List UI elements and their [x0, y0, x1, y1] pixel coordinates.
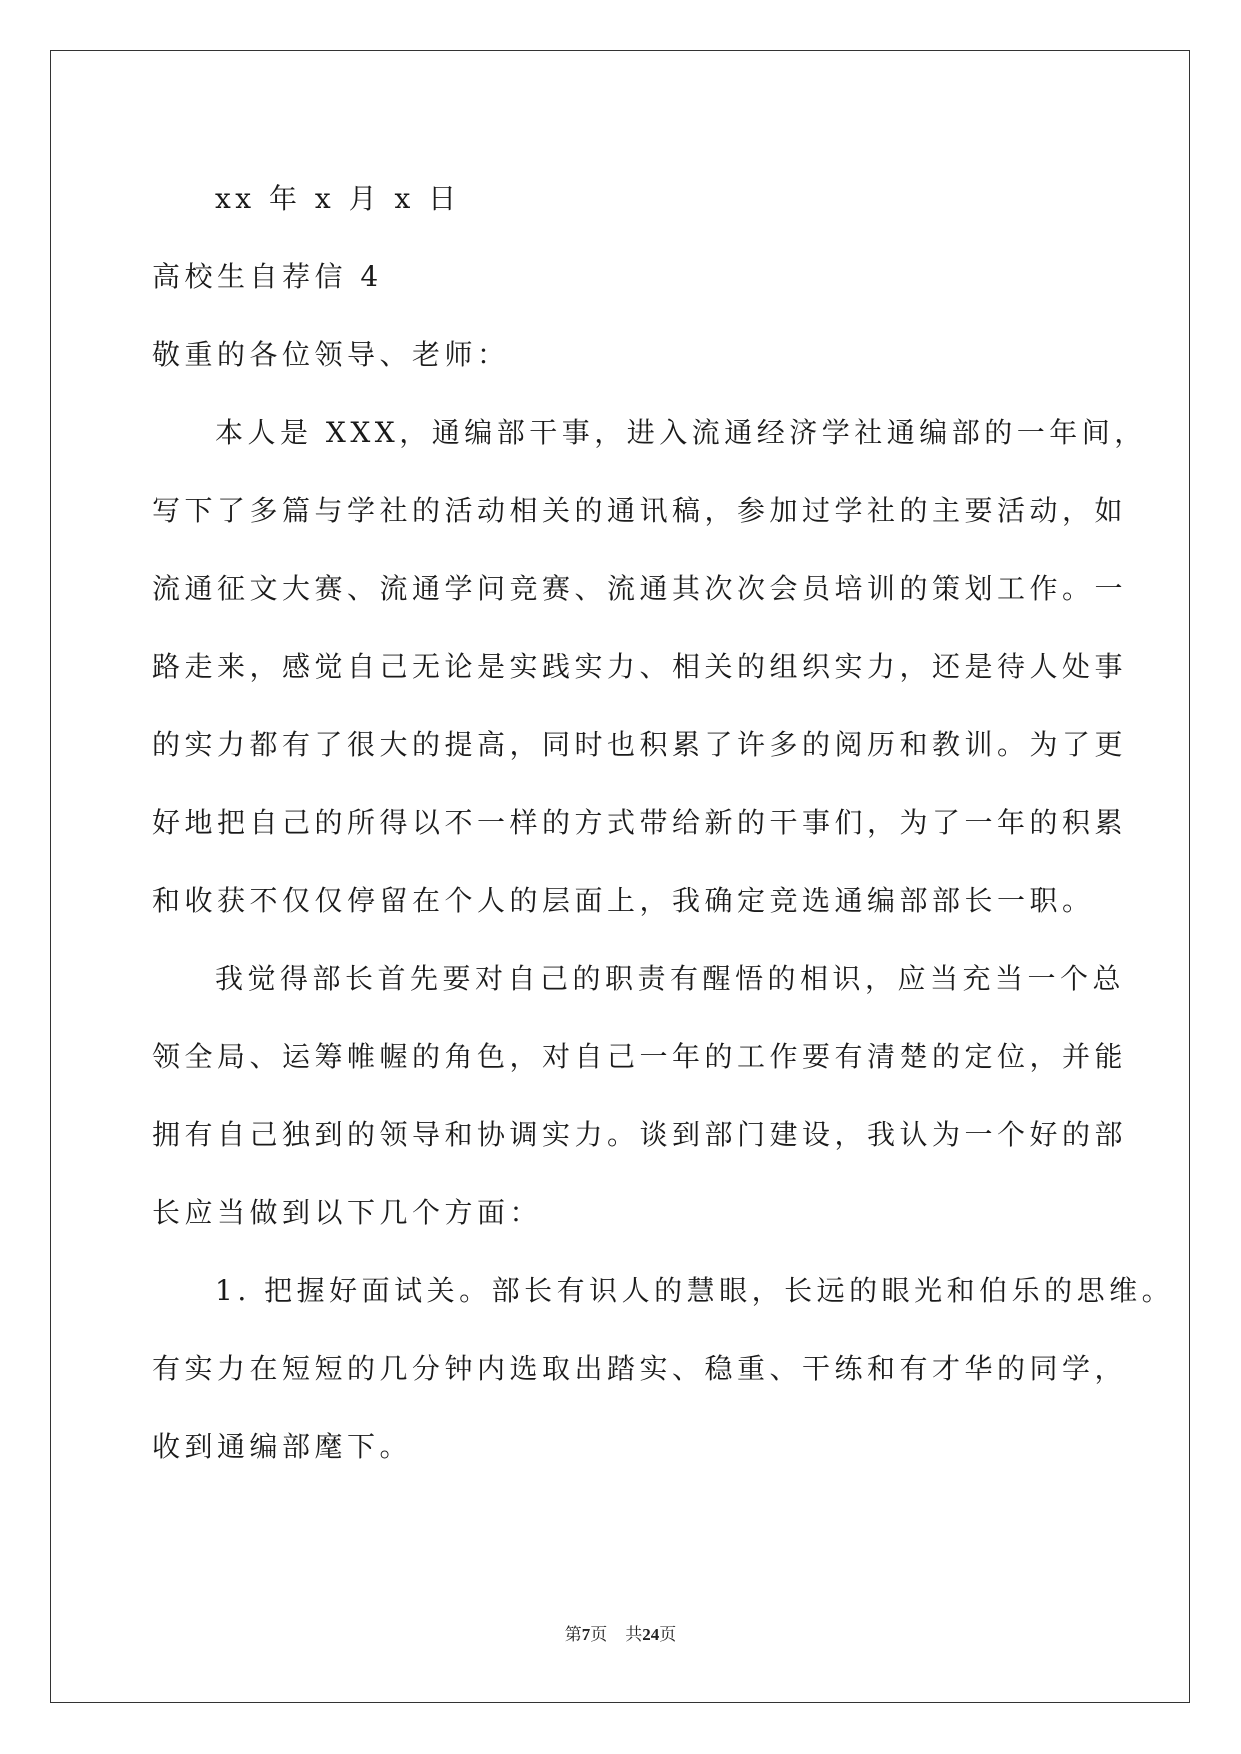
text-line: 好地把自己的所得以不一样的方式带给新的干事们，为了一年的积累 — [152, 806, 1128, 839]
text-line: 拥有自己独到的领导和协调实力。谈到部门建设，我认为一个好的部 — [152, 1118, 1128, 1151]
page-prefix: 第 — [564, 1625, 582, 1645]
letter-title: 高校生自荐信 4 — [152, 260, 383, 293]
total-suffix: 页 — [659, 1625, 677, 1645]
page-current: 7 — [581, 1625, 591, 1644]
text-line: 路走来，感觉自己无论是实践实力、相关的组织实力，还是待人处事 — [152, 650, 1128, 683]
text-line: 的实力都有了很大的提高，同时也积累了许多的阅历和教训。为了更 — [152, 728, 1128, 761]
text-line: 和收获不仅仅停留在个人的层面上，我确定竞选通编部部长一职。 — [152, 884, 1095, 917]
page-suffix: 页 — [590, 1625, 608, 1645]
text-line: 长应当做到以下几个方面： — [152, 1196, 543, 1229]
text-line: 我觉得部长首先要对自己的职责有醒悟的相识，应当充当一个总 — [215, 962, 1126, 995]
total-prefix: 共 — [625, 1625, 643, 1645]
text-line: 有实力在短短的几分钟内选取出踏实、稳重、干练和有才华的同学， — [152, 1352, 1128, 1385]
text-line: 流通征文大赛、流通学问竞赛、流通其次次会员培训的策划工作。一 — [152, 572, 1128, 605]
text-line: 1. 把握好面试关。部长有识人的慧眼，长远的眼光和伯乐的思维。 — [215, 1274, 1175, 1307]
paragraph-1 — [152, 394, 1147, 940]
page-total: 24 — [642, 1625, 660, 1644]
document-body — [152, 160, 1175, 1486]
text-line: 领全局、运筹帷幄的角色，对自己一年的工作要有清楚的定位，并能 — [152, 1040, 1128, 1073]
text-line: 收到通编部麾下。 — [152, 1430, 413, 1463]
date-line: xx 年 x 月 x 日 — [215, 182, 461, 215]
text-line: 写下了多篇与学社的活动相关的通讯稿，参加过学社的主要活动，如 — [152, 494, 1128, 527]
paragraph-3 — [152, 1252, 1175, 1486]
page-footer — [0, 1620, 1241, 1645]
text-line: 本人是 XXX，通编部干事，进入流通经济学社通编部的一年间， — [215, 416, 1147, 449]
salutation: 敬重的各位领导、老师： — [152, 338, 510, 371]
paragraph-2 — [152, 940, 1128, 1252]
